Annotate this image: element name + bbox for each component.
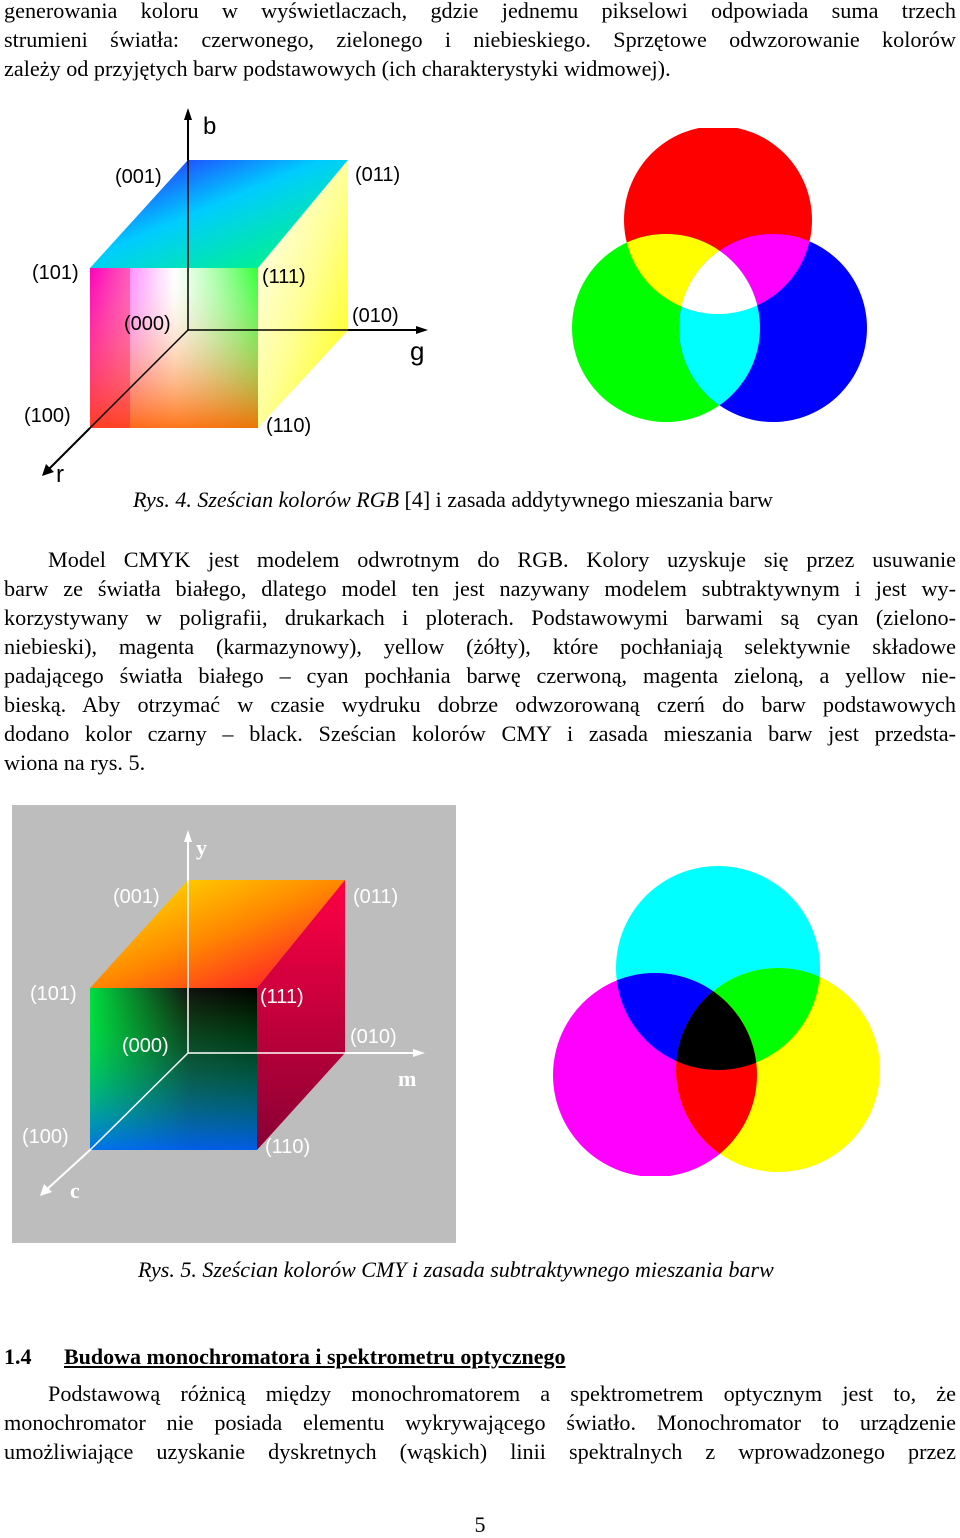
cmyk-line: wiona na rys. 5.	[4, 750, 146, 775]
vertex-label: (101)	[30, 983, 77, 1005]
vertex-label: (001)	[113, 886, 160, 908]
vertex-label: (100)	[24, 405, 71, 427]
cmyk-paragraph	[4, 545, 956, 777]
figure4-caption	[133, 487, 773, 513]
intro-line: strumieni światła: czerwonego, zielonego i niebieskiego. Sprzętowe odwzorowanie kolorów	[4, 27, 956, 52]
section-number: 1.4	[4, 1344, 32, 1369]
cmyk-line: barw ze światła białego, dlatego model ten jest nazywany modelem subtraktywnym i jest wy-	[4, 576, 956, 601]
cmyk-line: dodano kolor czarny – black. Sześcian kolorów CMY i zasada mieszania barw jest przedsta-	[4, 721, 956, 746]
vertex-label: (111)	[260, 986, 304, 1008]
axis-label-m: m	[398, 1066, 417, 1091]
vertex-label: (001)	[115, 166, 162, 188]
axis-label-b: b	[203, 113, 217, 140]
page-number: 5	[474, 1512, 486, 1537]
section-paragraph	[4, 1379, 956, 1466]
vertex-label: (011)	[355, 164, 401, 186]
subtractive-mixing-figure	[540, 862, 885, 1176]
vertex-label: (010)	[352, 305, 399, 327]
figure4-caption-title: Sześcian kolorów RGB	[197, 487, 400, 512]
axis-label-y: y	[196, 835, 207, 860]
cmyk-line: niebieski), magenta (karmazynowy), yellow (żółty), które pochłaniają selektywnie składowe	[4, 634, 956, 659]
axis-label-g: g	[410, 336, 425, 366]
vertex-label: (101)	[32, 262, 79, 284]
cmy-cube-figure	[12, 805, 456, 1243]
section-line: Podstawową różnicą między monochromatorem a spektrometrem optycznym jest to, że	[48, 1381, 956, 1406]
vertex-label: (110)	[266, 415, 312, 437]
cmyk-line: bieską. Aby otrzymać w czasie wydruku dobrze odwzorowaną czerń do barw podstawowych	[4, 692, 956, 717]
vertex-label: (010)	[350, 1026, 397, 1048]
intro-line: generowania koloru w wyświetlaczach, gdzie jednemu pikselowi odpowiada suma trzech	[4, 0, 956, 23]
rgb-cube-figure	[10, 100, 450, 485]
vertex-label: (000)	[122, 1035, 169, 1057]
vertex-label: (011)	[353, 886, 399, 908]
intro-paragraph	[4, 0, 956, 83]
vertex-label: (111)	[262, 266, 306, 288]
section-title: Budowa monochromatora i spektrometru optycznego	[64, 1344, 566, 1369]
vertex-label: (000)	[124, 313, 171, 335]
cmyk-line: korzystywany w poligrafii, drukarkach i ploterach. Podstawowymi barwami są cyan (zielono-	[4, 605, 956, 630]
intro-line: zależy od przyjętych barw podstawowych (ich charakterystyki widmowej).	[4, 56, 671, 81]
vertex-label: (110)	[265, 1136, 311, 1158]
cmyk-line: Model CMYK jest modelem odwrotnym do RGB. Kolory uzyskuje się przez usuwanie	[48, 547, 956, 572]
additive-mixing-figure	[565, 128, 870, 428]
section-heading	[4, 1344, 566, 1370]
cmyk-line: padającego światła białego – cyan pochłania barwę czerwoną, magenta zieloną, a yellow nie-	[4, 663, 956, 688]
figure4-caption-prefix: Rys. 4.	[133, 487, 192, 512]
axis-label-c: c	[70, 1178, 80, 1203]
axis-label-r: r	[56, 461, 64, 485]
figure5-caption: Rys. 5. Sześcian kolorów CMY i zasada subtraktywnego mieszania barw	[138, 1257, 774, 1282]
vertex-label: (100)	[22, 1126, 69, 1148]
section-line: umożliwiające uzyskanie dyskretnych (wąskich) linii spektralnych z wprowadzonego przez	[4, 1439, 956, 1464]
section-line: monochromator nie posiada elementu wykrywającego światło. Monochromator to urządzenie	[4, 1410, 956, 1435]
figure4-caption-rest: [4] i zasada addytywnego mieszania barw	[404, 487, 773, 512]
